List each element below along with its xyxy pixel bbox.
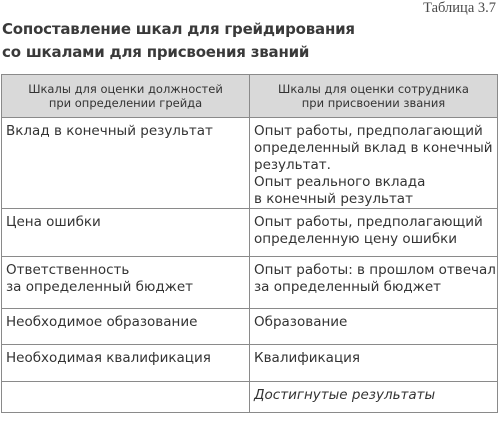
table-row [2,209,498,257]
cell-text: Цена ошибки [6,214,101,230]
cell-text: за определенный бюджет [254,279,442,295]
table-row [2,118,498,209]
cell-text: Образование [254,314,348,330]
header-employee-evaluation-scales [250,75,498,118]
table-header-row [2,75,498,118]
table-row [2,345,498,382]
cell-text: определенную цену ошибки [254,231,458,247]
header-job-evaluation-scales [2,75,250,118]
employee-scale-cell [250,118,498,209]
header-text: Шкалы для оценки должностей [28,82,223,96]
cell-text: определенный вклад в конечный [254,140,493,156]
job-scale-cell [2,309,250,345]
job-scale-cell [2,345,250,382]
employee-scale-cell [250,345,498,382]
cell-text: в конечный результат [254,191,413,207]
employee-scale-cell [250,309,498,345]
cell-text: Опыт реального вклада [254,174,426,190]
table-title [2,18,422,64]
job-scale-cell [2,118,250,209]
cell-text: Необходимое образование [6,314,198,330]
cell-text: Необходимая квалификация [6,350,211,366]
job-scale-cell-empty [2,382,250,413]
header-text: при определении грейда [48,96,203,110]
cell-text: за определенный бюджет [6,279,194,295]
employee-scale-cell [250,257,498,309]
table-title-line-2: со шкалами для присвоения званий [2,43,310,61]
table-row [2,309,498,345]
comparison-table [1,74,498,413]
cell-text: результат. [254,157,331,173]
header-text: при присвоении звания [301,96,446,110]
table-row [2,382,498,413]
employee-scale-cell [250,209,498,257]
cell-text: Опыт работы, предполагающий [254,214,483,230]
cell-text: Вклад в конечный результат [6,123,213,139]
cell-text: Опыт работы: в прошлом отвечал [254,262,496,278]
table-row [2,257,498,309]
employee-scale-cell [250,382,498,413]
header-text: Шкалы для оценки сотрудника [278,82,469,96]
table-number: Таблица 3.7 [423,0,496,16]
job-scale-cell [2,257,250,309]
cell-text: Опыт работы, предполагающий [254,123,483,139]
cell-text: Достигнутые результаты [254,387,436,403]
table-title-line-1: Сопоставление шкал для грейдирования [2,20,355,38]
job-scale-cell [2,209,250,257]
cell-text: Квалификация [254,350,361,366]
cell-text: Ответственность [6,262,130,278]
